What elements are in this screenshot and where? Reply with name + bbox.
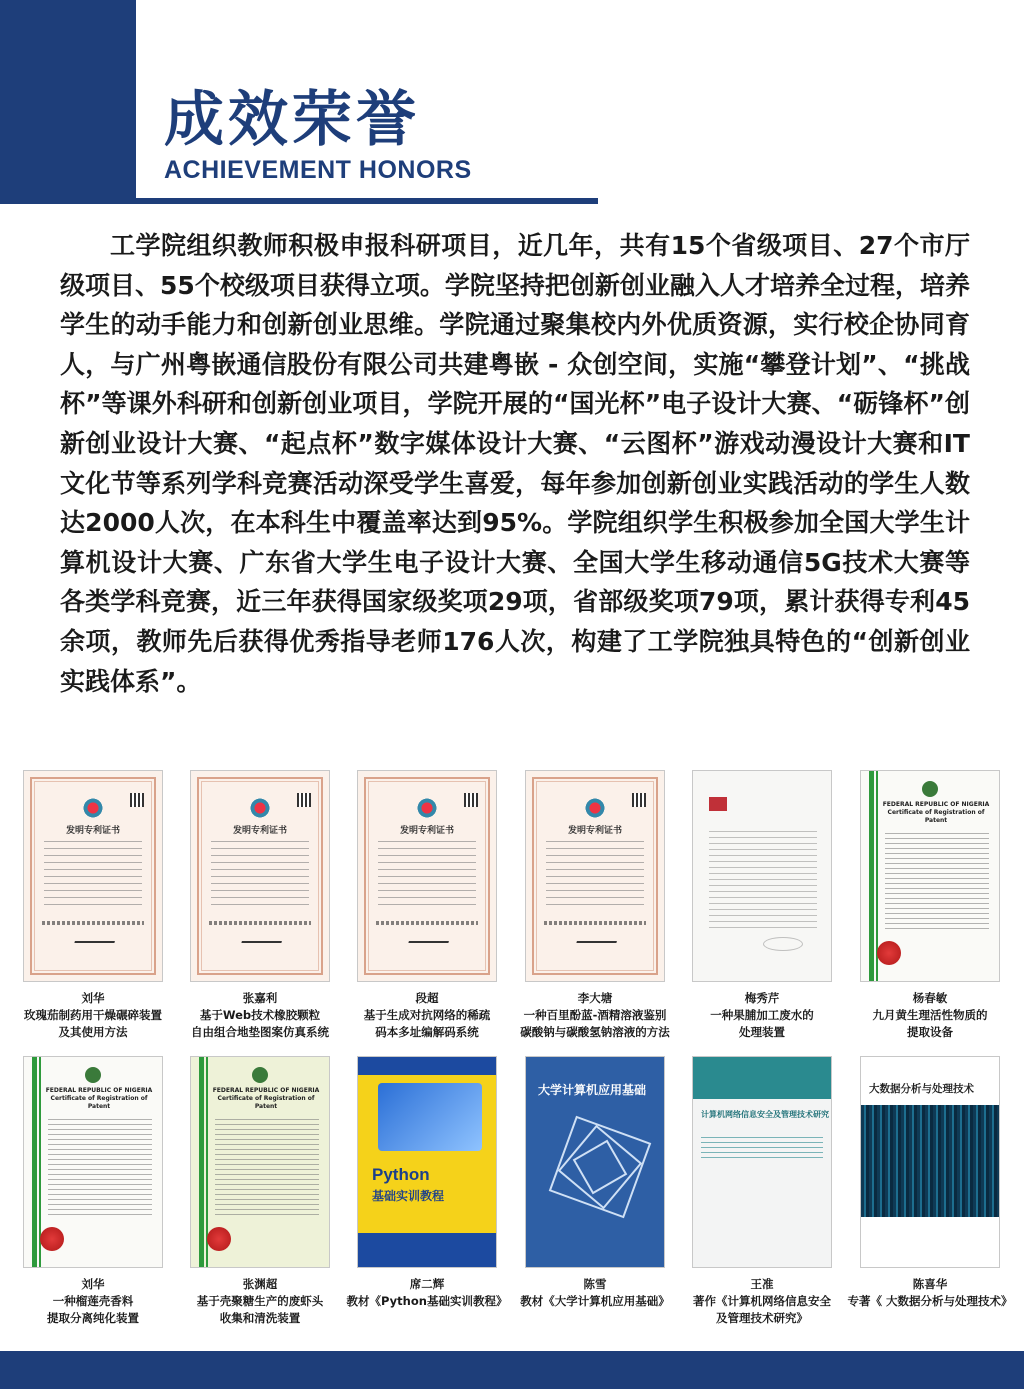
book-subtitle: 基础实训教程 [372,1189,445,1203]
header-side-bar [0,0,136,204]
honor-desc: 九月黄生理活性物质的 [872,1008,988,1022]
certificate-title: FEDERAL REPUBLIC OF NIGERIA Certificate of Registration of Patent [882,801,990,824]
certificate-title: 发明专利证书 [232,826,287,836]
honor-item [677,1056,847,1327]
honor-caption [677,1276,847,1327]
certificate-title: 发明专利证书 [567,826,622,836]
honor-desc: 自由组合地垫图案仿真系统 [191,1025,329,1039]
laptop-illustration-icon [378,1083,482,1151]
seal-icon [249,797,271,819]
honor-desc: 提取设备 [907,1025,953,1039]
honor-desc: 处理装置 [739,1025,785,1039]
coat-of-arms-icon [922,781,938,797]
patent-certificate-image [23,770,163,982]
honor-item [510,770,680,1041]
certificate-title: FEDERAL REPUBLIC OF NIGERIA Certificate of Registration of Patent [212,1087,320,1110]
book-cover-image [357,1056,497,1268]
honor-desc: 专著《 大数据分析与处理技术》 [847,1294,1013,1308]
intro-paragraph: 工学院组织教师积极申报科研项目，近几年，共有15个省级项目、27个市厅级项目、55个校级项目获得立项。学院坚持把创新创业融入人才培养全过程，培养学生的动手能力和创新创业思维。学院通过聚集校内外优质资源，实行校企协同育人，与广州粤嵌通信股份有限公司共建粤嵌 - 众创空间，实施“攀登计划”、“挑战杯”等课外科研和创新创业项目，学院开展的“国光杯”电子设计大赛、“砺锋杯”创新创业设计大赛、“起点杯”数字媒体设计大赛、“云图杯”游戏动漫设计大赛和IT文化节等系列学科竞赛活动深受学生喜爱，每年参加创新创业实践活动的学生人数达2000人次，在本科生中覆盖率达到95%。学院组织学生积极参加全国大学生计算机设计大赛、广东省大学生电子设计大赛、全国大学生移动通信5G技术大赛等各类学科竞赛，近三年获得国家级奖项29项，省部级奖项79项，累计获得专利45余项，教师先后获得优秀指导老师176人次，构建了工学院独具特色的“创新创业实践体系”。 [60,231,970,696]
honor-name: 张嘉利 [242,991,278,1005]
book-title: 大数据分析与处理技术 [869,1083,974,1095]
honor-caption [342,990,512,1041]
certificate-title: FEDERAL REPUBLIC OF NIGERIA Certificate of Registration of Patent [45,1087,153,1110]
honor-desc: 一种榴莲壳香料 [52,1294,134,1308]
honor-name: 王准 [750,1277,774,1291]
honor-name: 陈雪 [583,1277,607,1291]
honor-desc: 基于壳聚糖生产的废虾头 [196,1294,324,1308]
honor-name: 段超 [415,991,439,1005]
honor-desc: 提取分离纯化装置 [47,1311,139,1325]
page-title: 成效荣誉 [164,85,420,155]
wax-seal-icon [877,941,901,965]
certificate-title: 发明专利证书 [399,826,454,836]
intro-text [60,226,970,701]
honor-item [342,770,512,1041]
patent-certificate-image [190,770,330,982]
honor-desc: 碳酸钠与碳酸氢钠溶液的方法 [520,1025,670,1039]
honor-desc: 玫瑰茄制药用干燥碾碎装置 [24,1008,162,1022]
honor-desc: 著作《计算机网络信息安全 [693,1294,831,1308]
honor-desc: 及其使用方法 [58,1025,128,1039]
honor-item [845,1056,1015,1310]
honor-item [175,1056,345,1327]
page-subtitle: ACHIEVEMENT HONORS [164,156,472,184]
foreign-patent-certificate-image [860,770,1000,982]
patent-letter-image [692,770,832,982]
honor-caption [175,990,345,1041]
book-title: 计算机网络信息安全及管理技术研究 [701,1110,829,1119]
honor-caption [845,990,1015,1041]
honor-item [845,770,1015,1041]
title-underline [136,198,598,204]
seal-icon [82,797,104,819]
honor-desc: 码本多址编解码系统 [375,1025,479,1039]
honor-desc: 一种果脯加工废水的 [710,1008,814,1022]
book-title: Python [372,1165,430,1184]
coat-of-arms-icon [85,1067,101,1083]
honor-name: 席二辉 [409,1277,445,1291]
honor-desc: 基于Web技术橡胶颗粒 [199,1008,321,1022]
honor-caption [845,1276,1015,1310]
patent-certificate-image [357,770,497,982]
honor-desc: 教材《Python基础实训教程》 [346,1294,508,1308]
honor-caption [8,990,178,1041]
wax-seal-icon [207,1227,231,1251]
coat-of-arms-icon [252,1067,268,1083]
honor-caption [677,990,847,1041]
certificate-title: 发明专利证书 [65,826,120,836]
seal-icon [584,797,606,819]
honor-caption [175,1276,345,1327]
book-title: 大学计算机应用基础 [538,1083,647,1097]
book-cover-image [860,1056,1000,1268]
honor-caption [510,990,680,1041]
honor-name: 陈喜华 [912,1277,948,1291]
honor-caption [510,1276,680,1310]
honor-caption [8,1276,178,1327]
honor-desc: 及管理技术研究》 [716,1311,808,1325]
honor-desc: 一种百里酚蓝-酒精溶液鉴别 [523,1008,667,1022]
honor-item [510,1056,680,1310]
foreign-patent-certificate-image [190,1056,330,1268]
honor-desc: 教材《大学计算机应用基础》 [520,1294,670,1308]
honor-name: 杨春敏 [912,991,948,1005]
honor-name: 张渊超 [242,1277,278,1291]
honor-desc: 基于生成对抗网络的稀疏 [363,1008,491,1022]
honor-desc: 收集和清洗装置 [219,1311,301,1325]
honor-item [175,770,345,1041]
wax-seal-icon [40,1227,64,1251]
honor-item [677,770,847,1041]
honor-name: 李大塘 [577,991,613,1005]
honor-item [8,1056,178,1327]
foreign-patent-certificate-image [23,1056,163,1268]
footer-bar [0,1351,1024,1389]
seal-icon [416,797,438,819]
honor-name: 刘华 [81,991,105,1005]
patent-certificate-image [525,770,665,982]
book-cover-image [525,1056,665,1268]
honor-name: 刘华 [81,1277,105,1291]
honor-name: 梅秀芹 [744,991,780,1005]
honor-caption [342,1276,512,1310]
honor-item [8,770,178,1041]
book-cover-image [692,1056,832,1268]
honor-item [342,1056,512,1310]
emblem-icon [709,797,727,811]
